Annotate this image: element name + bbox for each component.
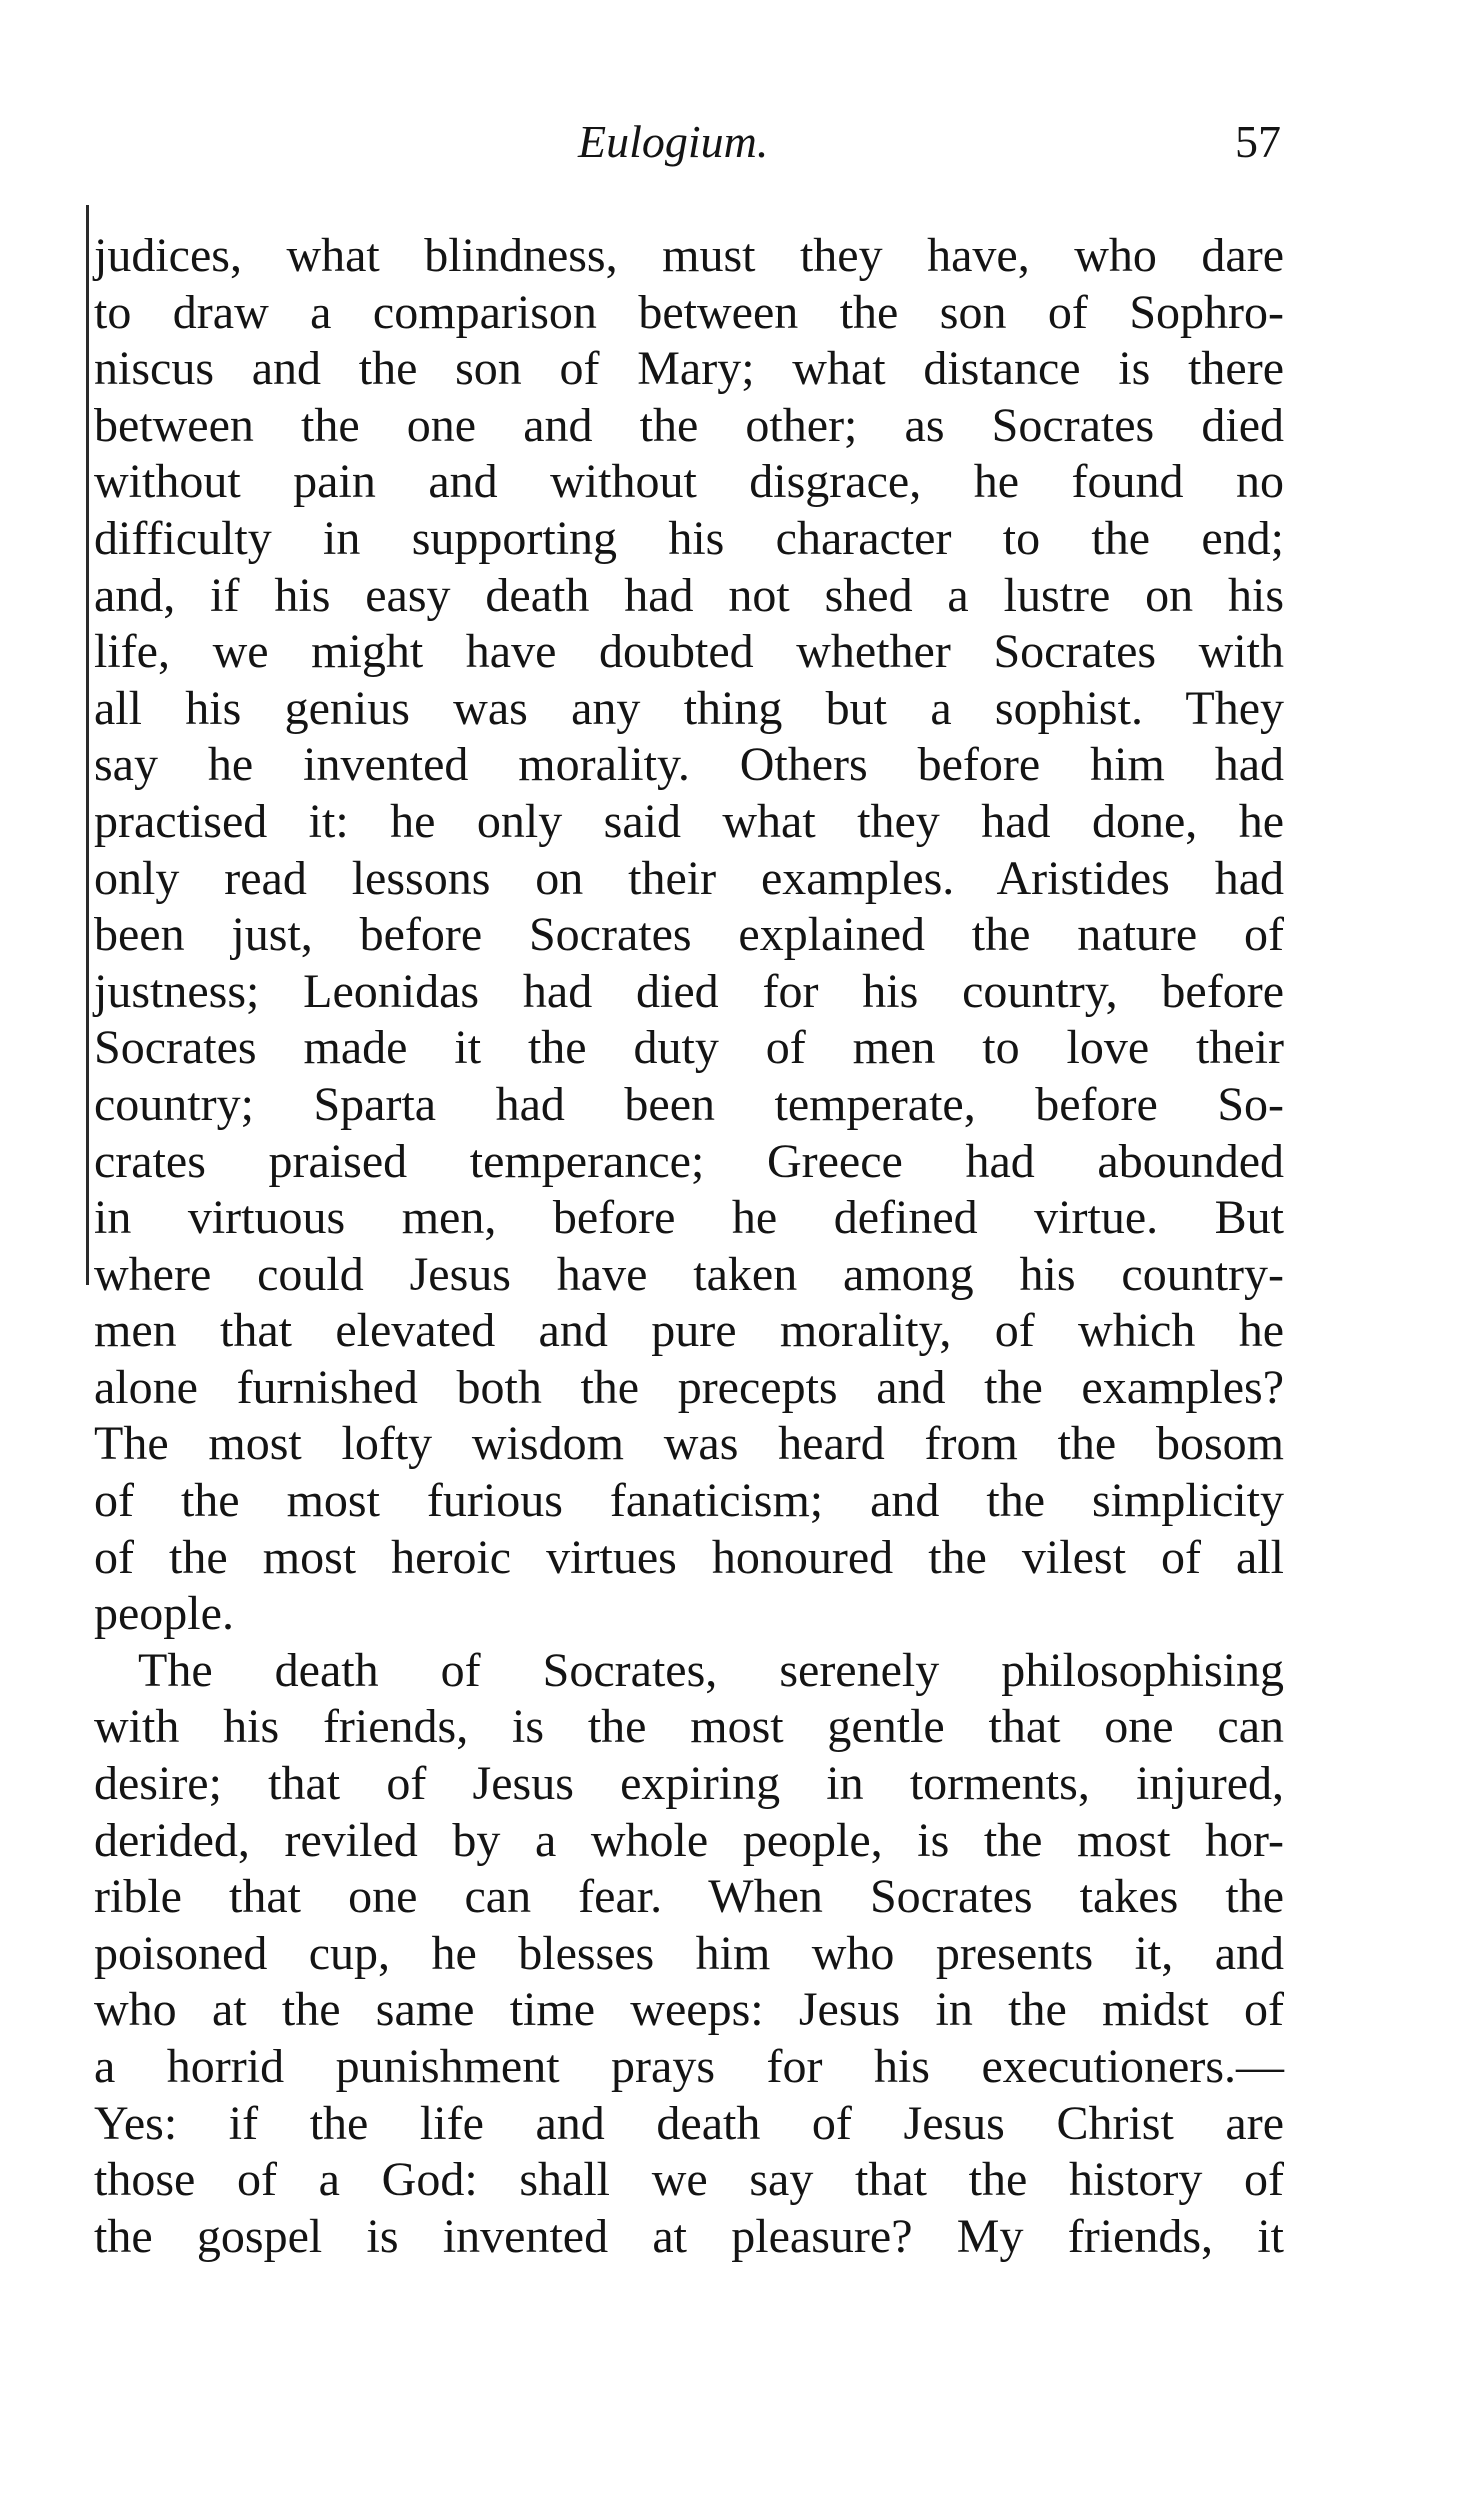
text-line: who at the same time weeps: Jesus in the midst of <box>94 1983 1284 2037</box>
text-line: country; Sparta had been temperate, before So- <box>94 1077 1284 1131</box>
text-line: people. <box>94 1587 234 1641</box>
text-line: of the most furious fanaticism; and the simplicity <box>94 1474 1284 1528</box>
text-line: derided, reviled by a whole people, is the most hor- <box>94 1813 1284 1867</box>
text-line: judices, what blindness, must they have, who dare <box>94 229 1284 282</box>
text-line: niscus and the son of Mary; what distance is there <box>94 342 1284 396</box>
running-title: Eulogium. <box>578 116 769 167</box>
text-line: poisoned cup, he blesses him who presents it, and <box>94 1926 1284 1980</box>
text-line: justness; Leonidas had died for his country, before <box>94 964 1284 1018</box>
text-line: between the one and the other; as Socrates died <box>94 398 1284 452</box>
text-line: in virtuous men, before he defined virtue. But <box>94 1191 1284 1245</box>
text-line: crates praised temperance; Greece had abounded <box>94 1134 1284 1188</box>
binding-edge-line <box>86 205 89 1285</box>
page-header <box>0 112 1475 172</box>
text-line: say he invented morality. Others before him had <box>94 738 1284 792</box>
text-line: of the most heroic virtues honoured the vilest of all <box>94 1530 1284 1584</box>
text-line: The most lofty wisdom was heard from the bosom <box>94 1417 1284 1471</box>
text-line: difficulty in supporting his character to the end; <box>94 511 1284 565</box>
text-line: The death of Socrates, serenely philosophising <box>138 1643 1284 1697</box>
text-line: where could Jesus have taken among his country- <box>94 1247 1284 1301</box>
text-line: rible that one can fear. When Socrates takes the <box>94 1870 1284 1924</box>
text-line: only read lessons on their examples. Aristides had <box>94 851 1284 905</box>
text-line: all his genius was any thing but a sophist. They <box>94 681 1284 735</box>
text-line: men that elevated and pure morality, of which he <box>94 1304 1284 1358</box>
text-line: desire; that of Jesus expiring in torments, injured, <box>94 1757 1284 1811</box>
body-text <box>94 228 1284 2265</box>
text-line: with his friends, is the most gentle that one can <box>94 1700 1284 1754</box>
text-line: alone furnished both the precepts and the examples? <box>94 1360 1284 1414</box>
text-line: without pain and without disgrace, he found no <box>94 455 1284 509</box>
text-line: practised it: he only said what they had done, he <box>94 794 1284 848</box>
text-line: to draw a comparison between the son of Sophro- <box>94 285 1284 339</box>
text-line: and, if his easy death had not shed a lustre on his <box>94 568 1284 622</box>
text-line: a horrid punishment prays for his executioners.— <box>94 2040 1284 2093</box>
page-number: 57 <box>1235 116 1281 167</box>
text-line: Socrates made it the duty of men to love their <box>94 1021 1284 1075</box>
text-line: those of a God: shall we say that the history of <box>94 2153 1284 2207</box>
text-line: life, we might have doubted whether Socrates with <box>94 625 1284 679</box>
text-line: the gospel is invented at pleasure? My friends, it <box>94 2209 1284 2263</box>
text-line: been just, before Socrates explained the nature of <box>94 908 1284 962</box>
text-line: Yes: if the life and death of Jesus Christ are <box>94 2096 1284 2150</box>
